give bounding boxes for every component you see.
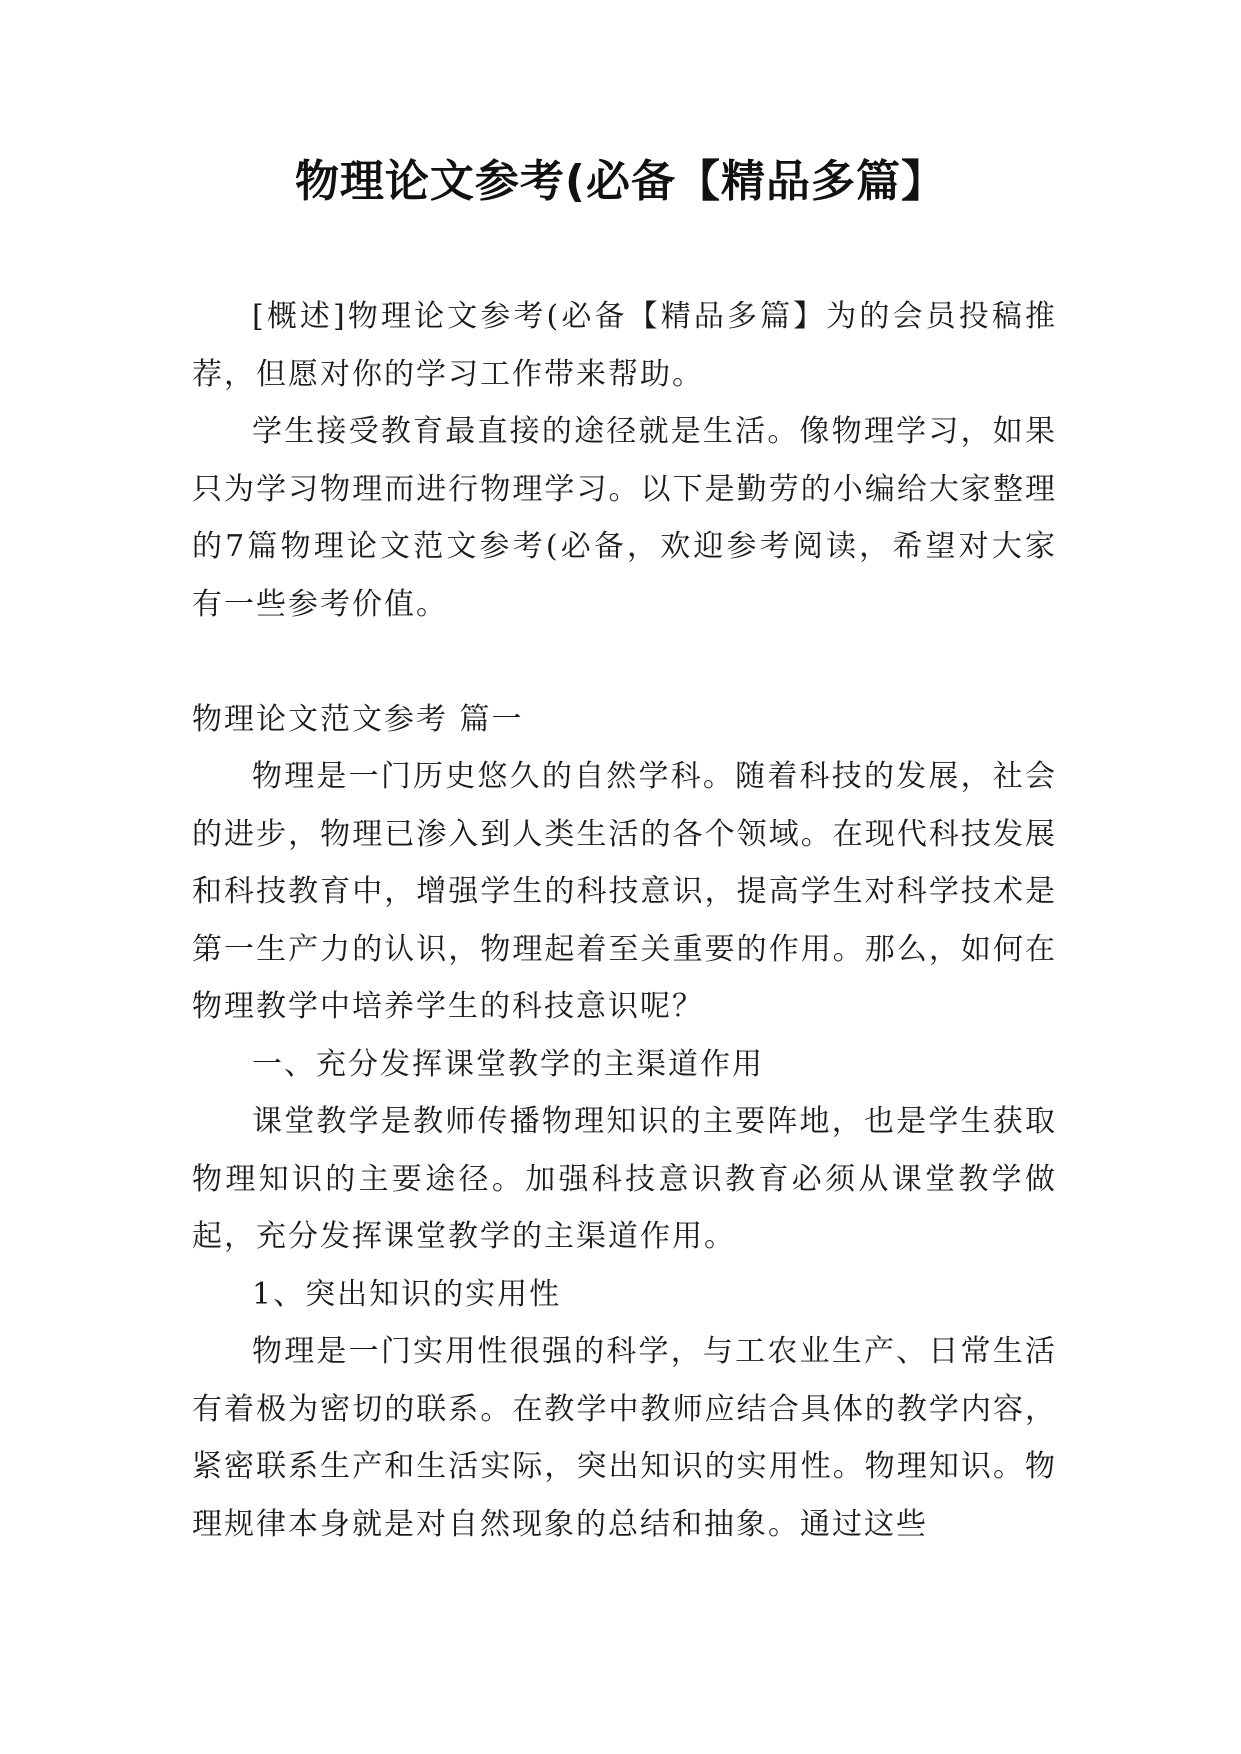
- paragraph-summary: [概述]物理论文参考(必备【精品多篇】为的会员投稿推荐，但愿对你的学习工作带来帮助。: [192, 299, 1057, 392]
- paragraph-intro: 学生接受教育最直接的途径就是生活。像物理学习，如果只为学习物理而进行物理学习。以下是勤劳的小编给大家整理的7篇物理论文范文参考(必备，欢迎参考阅读，希望对大家有一些参考价值。: [192, 414, 1057, 622]
- paragraph-section-2: 课堂教学是教师传播物理知识的主要阵地，也是学生获取物理知识的主要途径。加强科技意识教育必须从课堂教学做起，充分发挥课堂教学的主渠道作用。: [192, 1104, 1057, 1254]
- document-title: 物理论文参考(必备【精品多篇】: [294, 156, 947, 207]
- subheading-1: 一、充分发挥课堂教学的主渠道作用: [252, 1046, 764, 1082]
- paragraph-gap: [192, 633, 1057, 691]
- paragraph-section-3: 物理是一门实用性很强的科学，与工农业生产、日常生活有着极为密切的联系。在教学中教师应结合具体的教学内容，紧密联系生产和生活实际，突出知识的实用性。物理知识。物理规律本身就是对自然现象的总结和抽象。通过这些: [192, 1334, 1057, 1542]
- document-body: [192, 288, 1057, 1553]
- section-heading: 物理论文范文参考 篇一: [192, 701, 524, 737]
- paragraph-section-1: 物理是一门历史悠久的自然学科。随着科技的发展，社会的进步，物理已渗入到人类生活的各个领域。在现代科技发展和科技教育中，增强学生的科技意识，提高学生对科学技术是第一生产力的认识，物理起着至关重要的作用。那么，如何在物理教学中培养学生的科技意识呢？: [192, 759, 1057, 1024]
- subheading-1-1: 1、突出知识的实用性: [252, 1276, 562, 1312]
